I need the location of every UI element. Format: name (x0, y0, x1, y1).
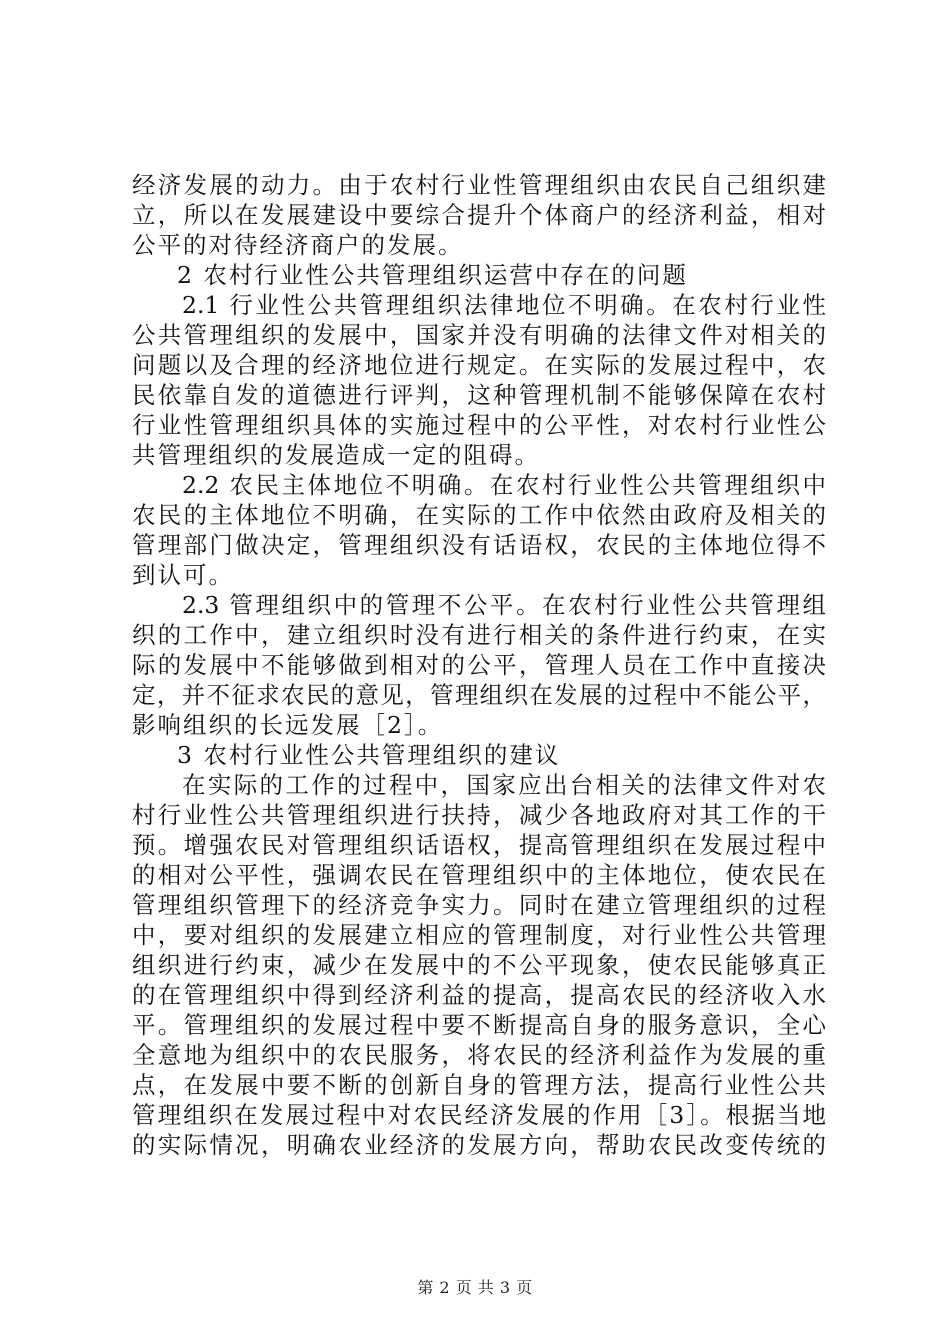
body-line: 中，要对组织的发展建立相应的管理制度，对行业性公共管理 (132, 921, 826, 949)
body-line: 平。管理组织的发展过程中要不断提高自身的服务意识，全心 (132, 1011, 826, 1039)
body-line: 影响组织的长远发展［2］。 (132, 711, 444, 739)
body-line: 的相对公平性，强调农民在管理组织中的主体地位，使农民在 (132, 861, 826, 889)
body-line: 在实际的工作的过程中，国家应出台相关的法律文件对农 (182, 771, 826, 799)
body-line: 经济发展的动力。由于农村行业性管理组织由农民自己组织建 (132, 171, 826, 199)
body-line: 管理组织在发展过程中对农民经济发展的作用［3］。根据当地 (132, 1101, 826, 1129)
body-line: 组织进行约束，减少在发展中的不公平现象，使农民能够真正 (132, 951, 826, 979)
subsection-2-1: 2.1 行业性公共管理组织法律地位不明确。在农村行业性 (182, 291, 826, 319)
section-heading-3: 3 农村行业性公共管理组织的建议 (177, 741, 561, 769)
body-line: 问题以及合理的经济地位进行规定。在实际的发展过程中，农 (132, 351, 826, 379)
body-line: 预。增强农民对管理组织话语权，提高管理组织在发展过程中 (132, 831, 826, 859)
body-line: 公共管理组织的发展中，国家并没有明确的法律文件对相关的 (132, 321, 826, 349)
body-line: 织的工作中，建立组织时没有进行相关的条件进行约束，在实 (132, 621, 826, 649)
body-line: 立，所以在发展建设中要综合提升个体商户的经济利益，相对 (132, 201, 826, 229)
body-line: 际的发展中不能够做到相对的公平，管理人员在工作中直接决 (132, 651, 826, 679)
body-line: 管理部门做决定，管理组织没有话语权，农民的主体地位得不 (132, 531, 826, 559)
body-line: 管理组织管理下的经济竞争实力。同时在建立管理组织的过程 (132, 891, 826, 919)
body-line: 的在管理组织中得到经济利益的提高，提高农民的经济收入水 (132, 981, 826, 1009)
body-line: 全意地为组织中的农民服务，将农民的经济利益作为发展的重 (132, 1041, 826, 1069)
body-line: 村行业性公共管理组织进行扶持，减少各地政府对其工作的干 (132, 801, 826, 829)
body-line: 农民的主体地位不明确，在实际的工作中依然由政府及相关的 (132, 501, 826, 529)
body-line: 的实际情况，明确农业经济的发展方向，帮助农民改变传统的 (132, 1131, 826, 1159)
page-footer: 第 2 页 共 3 页 (417, 1278, 533, 1297)
body-line: 点，在发展中要不断的创新自身的管理方法，提高行业性公共 (132, 1071, 826, 1099)
subsection-2-3: 2.3 管理组织中的管理不公平。在农村行业性公共管理组 (182, 591, 826, 619)
body-line: 到认可。 (132, 561, 234, 589)
body-line: 定，并不征求农民的意见，管理组织在发展的过程中不能公平， (132, 681, 826, 709)
document-body (132, 170, 826, 1160)
body-line: 民依靠自发的道德进行评判，这种管理机制不能够保障在农村 (132, 381, 826, 409)
body-line: 共管理组织的发展造成一定的阻碍。 (132, 441, 540, 469)
subsection-2-2: 2.2 农民主体地位不明确。在农村行业性公共管理组织中 (182, 471, 826, 499)
body-line: 行业性管理组织具体的实施过程中的公平性，对农村行业性公 (132, 411, 826, 439)
body-line: 公平的对待经济商户的发展。 (132, 231, 464, 259)
section-heading-2: 2 农村行业性公共管理组织运营中存在的问题 (177, 261, 688, 289)
